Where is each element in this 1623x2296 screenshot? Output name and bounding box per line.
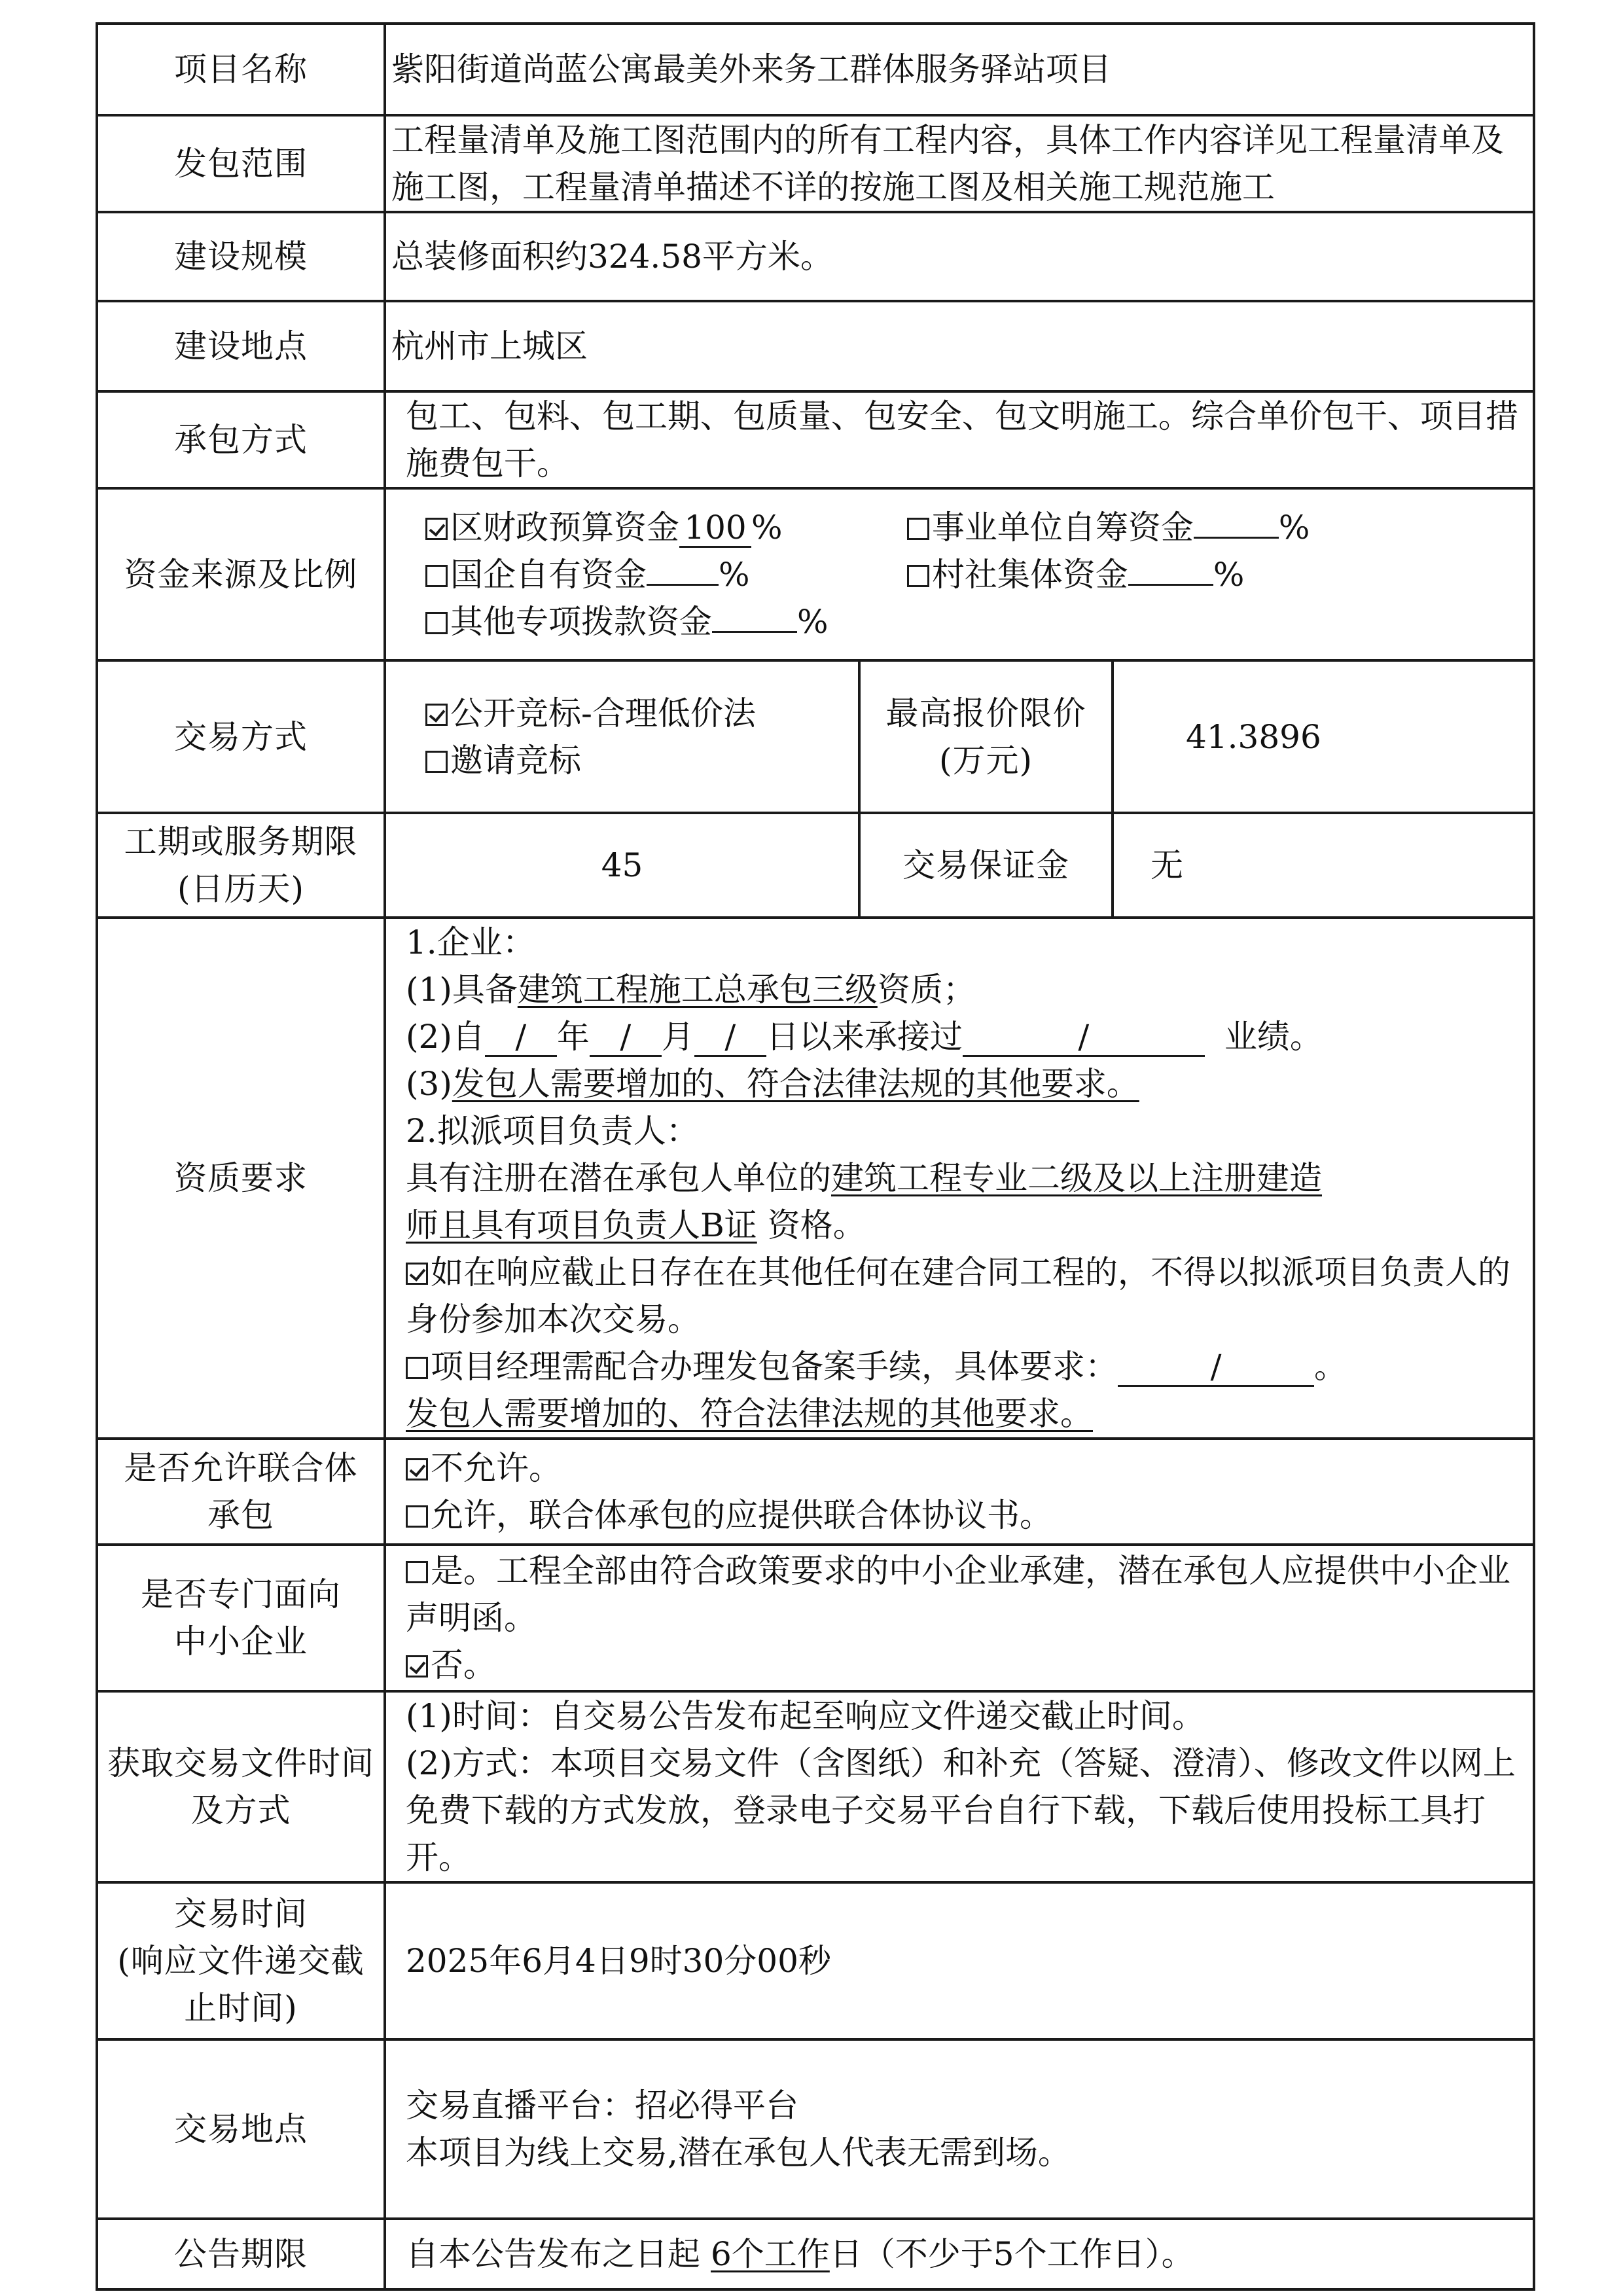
qualification-option-2 [406, 1343, 1529, 1390]
q2-day: 日以来承接过 [766, 1018, 963, 1056]
row-docs [97, 1691, 1534, 1882]
row-notice-period [97, 2219, 1534, 2289]
qualification-value [385, 918, 1534, 1439]
funding-item-value [712, 631, 797, 633]
scope-text: 工程量清单及施工图范围内的所有工程内容，具体工作内容详见工程量清单及施工图，工程量清单描述不详的按施工图及相关施工规范施工 [391, 121, 1504, 206]
row-scale [97, 212, 1534, 301]
funding-item-label: 事业单位自筹资金 [931, 508, 1194, 547]
scope-value [385, 115, 1534, 212]
qualification-option-2-blank: / [1118, 1348, 1314, 1387]
qualification-extra-underlined: 发包人需要增加的、符合法律法规的其他要求。 [406, 1395, 1093, 1433]
funding-item-unit: % [751, 508, 783, 547]
qualification-item-3 [406, 1060, 1529, 1107]
trade-option-label: 公开竞标-合理低价法 [450, 694, 756, 732]
checkbox-empty-icon[interactable] [406, 1505, 428, 1528]
funding-item-label: 区财政预算资金 [450, 508, 679, 547]
docs-label [97, 1691, 385, 1882]
funding-row-1 [425, 504, 1533, 551]
checkbox-empty-icon[interactable] [406, 1561, 428, 1583]
funding-item-institution-self [897, 509, 1310, 547]
manager-underlined-2: 师且具有项目负责人B证 [406, 1206, 757, 1244]
funding-item-label: 国企自有资金 [450, 555, 647, 594]
checkbox-checked-icon[interactable] [406, 1263, 428, 1285]
row-qualification [97, 918, 1534, 1439]
consortium-option-text: 允许，联合体承包的应提供联合体协议书。 [431, 1496, 1052, 1534]
trade-time-label [97, 1882, 385, 2039]
qualification-option-2-suffix: 。 [1314, 1348, 1347, 1386]
consortium-value [385, 1439, 1534, 1545]
consortium-option-yes [406, 1492, 1529, 1539]
funding-item-value [1194, 537, 1279, 539]
sme-option-no [406, 1641, 1529, 1689]
sme-option-yes [406, 1547, 1529, 1641]
checkbox-checked-icon[interactable] [425, 518, 448, 540]
checkbox-empty-icon[interactable] [425, 751, 448, 773]
funding-item-value [1128, 584, 1213, 586]
checkbox-empty-icon[interactable] [907, 518, 929, 540]
qualification-option-2-text: 项目经理需配合办理发包备案手续，具体要求： [431, 1348, 1118, 1386]
docs-value [385, 1691, 1534, 1882]
max-price-label-line-2: (万元) [938, 741, 1033, 780]
qualification-manager-title: 2.拟派项目负责人： [406, 1112, 699, 1150]
consortium-option-no [406, 1444, 1529, 1492]
trade-time-value: 2025年6月4日9时30分00秒 [385, 1882, 1534, 2039]
checkbox-empty-icon[interactable] [425, 565, 448, 587]
location-label: 建设地点 [97, 301, 385, 391]
funding-item-unit: % [1278, 508, 1310, 547]
trade-option-invited-bid [425, 737, 858, 784]
checkbox-checked-icon[interactable] [425, 704, 448, 726]
row-contract-method [97, 391, 1534, 488]
max-price-value: 41.3896 [1113, 660, 1534, 813]
qualification-option-1 [406, 1249, 1529, 1343]
q2-year: 年 [556, 1018, 590, 1056]
checkbox-empty-icon[interactable] [425, 612, 448, 634]
checkbox-checked-icon[interactable] [406, 1655, 428, 1677]
contract-method-text: 包工、包料、包工期、包质量、包安全、包文明施工。综合单价包干、项目措施费包干。 [406, 397, 1518, 482]
qualification-manager-line-1 [406, 1155, 1529, 1202]
funding-item-label: 其他专项拨款资金 [450, 602, 712, 641]
docs-time: (1)时间：自交易公告发布起至响应文件递交截止时间。 [406, 1697, 1205, 1735]
checkbox-checked-icon[interactable] [406, 1458, 428, 1480]
checkbox-empty-icon[interactable] [907, 565, 929, 587]
duration-label [97, 813, 385, 918]
trade-time-label-line-3: 止时间) [184, 1989, 298, 2027]
notice-period-suffix: 日（不少于5个工作日）。 [829, 2235, 1194, 2273]
trade-place-label: 交易地点 [97, 2039, 385, 2219]
trade-place-value [385, 2039, 1534, 2219]
funding-item-other-special [425, 603, 829, 641]
q1-underlined: 建筑工程施工总承包三级 [517, 971, 878, 1009]
sme-label-line-1: 是否专门面向 [141, 1575, 341, 1613]
row-trade-time [97, 1882, 1534, 2039]
row-consortium [97, 1439, 1534, 1545]
sme-label-line-2: 中小企业 [174, 1623, 308, 1660]
consortium-option-text: 不允许。 [431, 1449, 562, 1487]
q2-suffix: 业绩。 [1224, 1018, 1323, 1056]
row-trade-place [97, 2039, 1534, 2219]
sme-label [97, 1545, 385, 1691]
row-funding [97, 488, 1534, 660]
docs-label-line-1: 获取交易文件时间 [107, 1744, 374, 1782]
trade-time-label-line-2: (响应文件递交截 [117, 1942, 365, 1980]
trade-option-label: 邀请竞标 [450, 741, 581, 780]
funding-item-district-budget [425, 504, 897, 551]
row-duration [97, 813, 1534, 918]
row-location [97, 301, 1534, 391]
row-project-name [97, 24, 1534, 115]
q1-prefix: (1)具备 [406, 971, 518, 1009]
consortium-label-line-1: 是否允许联合体 [124, 1449, 358, 1487]
contract-method-value [385, 391, 1534, 488]
scope-label: 发包范围 [97, 115, 385, 212]
row-sme [97, 1545, 1534, 1691]
manager-underlined-1: 建筑工程专业二级及以上注册建造 [831, 1159, 1322, 1197]
trade-method-options [385, 660, 859, 813]
trade-time-label-line-1: 交易时间 [174, 1895, 308, 1933]
max-price-label-line-1: 最高报价限价 [885, 694, 1086, 732]
duration-value: 45 [385, 813, 859, 918]
qualification-extra [406, 1390, 1529, 1437]
row-trade-method [97, 660, 1534, 813]
funding-item-unit: % [797, 602, 829, 641]
docs-method: (2)方式：本项目交易文件（含图纸）和补充（答疑、澄清）、修改文件以网上免费下载的方式发放，登录电子交易平台自行下载，下载后使用投标工具打开。 [406, 1744, 1516, 1876]
sme-option-text: 否。 [431, 1646, 496, 1684]
project-info-table [96, 22, 1535, 2291]
funding-item-village-collective [897, 556, 1244, 594]
deposit-label: 交易保证金 [859, 813, 1113, 918]
contract-method-label: 承包方式 [97, 391, 385, 488]
q2-year-blank: / [485, 1018, 557, 1057]
project-name-label: 项目名称 [97, 24, 385, 115]
scale-label: 建设规模 [97, 212, 385, 301]
funding-item-value: 100 [679, 509, 751, 548]
funding-row-3 [425, 598, 1533, 645]
q2-month: 月 [661, 1018, 694, 1056]
max-price-label [859, 660, 1113, 813]
qualification-enterprise-title: 1.企业： [406, 924, 535, 961]
sme-option-text: 是。工程全部由符合政策要求的中小企业承建，潜在承包人应提供中小企业声明函。 [406, 1552, 1510, 1637]
consortium-label [97, 1439, 385, 1545]
manager-suffix: 资格。 [767, 1206, 866, 1244]
q2-day-blank: / [694, 1018, 766, 1057]
checkbox-empty-icon[interactable] [406, 1357, 428, 1379]
docs-label-line-2: 及方式 [190, 1791, 291, 1829]
funding-item-unit: % [719, 555, 750, 594]
q2-prefix: (2)自 [406, 1018, 485, 1056]
trade-place-line-1: 交易直播平台：招必得平台 [406, 2087, 798, 2125]
q1-suffix: 资质； [877, 971, 976, 1009]
funding-item-label: 村社集体资金 [931, 555, 1128, 594]
trade-method-label: 交易方式 [97, 660, 385, 813]
trade-place-line-2: 本项目为线上交易,潜在承包人代表无需到场。 [406, 2134, 1071, 2172]
row-scope [97, 115, 1534, 212]
sme-value [385, 1545, 1534, 1691]
notice-period-underlined: 6个工作 [711, 2235, 830, 2273]
notice-period-value [385, 2219, 1534, 2289]
funding-item-value [647, 584, 719, 586]
qualification-label: 资质要求 [97, 918, 385, 1439]
location-value: 杭州市上城区 [385, 301, 1534, 391]
deposit-value: 无 [1113, 813, 1534, 918]
qualification-item-1 [406, 966, 1529, 1013]
funding-row-2 [425, 551, 1533, 598]
q3-prefix: (3) [406, 1065, 452, 1103]
trade-option-open-bid [425, 690, 858, 737]
scale-value: 总装修面积约324.58平方米。 [385, 212, 1534, 301]
q2-performance-blank: / [963, 1018, 1205, 1057]
qualification-manager-line-2 [406, 1202, 1529, 1249]
qualification-option-1-text: 如在响应截止日存在在其他任何在建合同工程的，不得以拟派项目负责人的身份参加本次交易。 [406, 1253, 1510, 1338]
consortium-label-line-2: 承包 [207, 1496, 274, 1534]
project-name-value: 紫阳街道尚蓝公寓最美外来务工群体服务驿站项目 [385, 24, 1534, 115]
duration-label-line-1: 工期或服务期限 [124, 823, 358, 861]
funding-value [385, 488, 1534, 660]
qualification-item-2 [406, 1013, 1529, 1060]
notice-period-prefix: 自本公告发布之日起 [406, 2235, 700, 2273]
q3-underlined: 发包人需要增加的、符合法律法规的其他要求。 [452, 1065, 1139, 1103]
duration-label-line-2: (日历天) [177, 870, 304, 908]
manager-prefix: 具有注册在潜在承包人单位的 [406, 1159, 831, 1197]
funding-item-soe-own [425, 551, 897, 598]
funding-label: 资金来源及比例 [97, 488, 385, 660]
notice-period-label: 公告期限 [97, 2219, 385, 2289]
q2-month-blank: / [590, 1018, 662, 1057]
funding-item-unit: % [1213, 555, 1245, 594]
